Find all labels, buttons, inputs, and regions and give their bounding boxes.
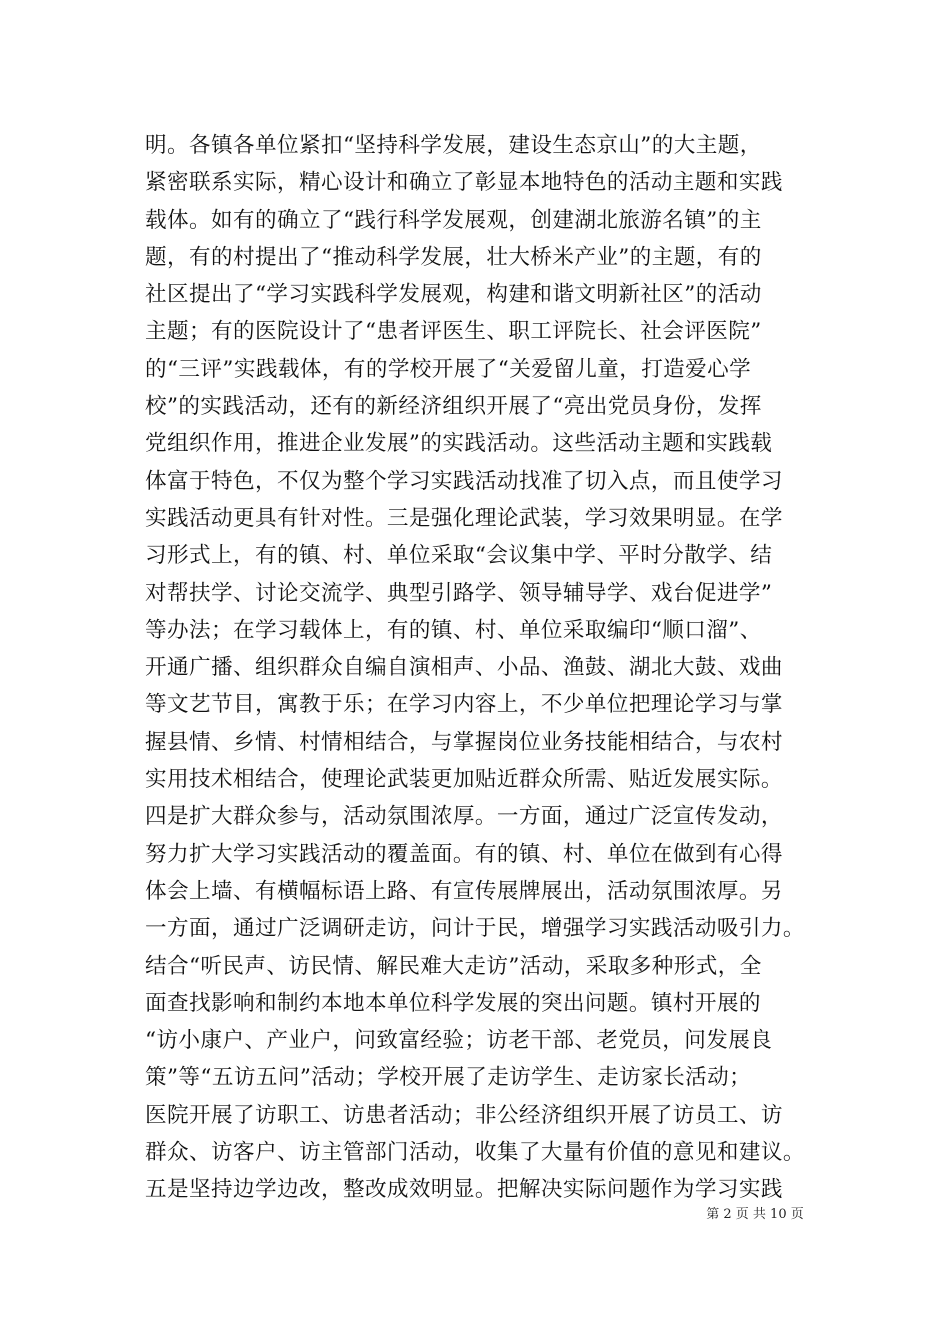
text-line: 策”等“五访五问”活动；学校开展了走访学生、走访家长活动；	[145, 1065, 752, 1091]
text-line: 五是坚持边学边改，整改成效明显。把解决实际问题作为学习实践	[145, 1177, 783, 1203]
text-line: 结合“听民声、访民情、解民难大走访”活动，采取多种形式，全	[145, 953, 762, 979]
text-line: 等办法；在学习载体上，有的镇、村、单位采取编印“顺口溜”、	[145, 617, 762, 643]
text-line: 努力扩大学习实践活动的覆盖面。有的镇、村、单位在做到有心得	[145, 841, 783, 867]
text-line: 面查找影响和制约本地本单位科学发展的突出问题。镇村开展的	[145, 990, 761, 1016]
text-line: 主题；有的医院设计了“患者评医生、职工评院长、社会评医院”	[145, 319, 762, 345]
text-line: 四是扩大群众参与，活动氛围浓厚。一方面，通过广泛宣传发动，	[145, 804, 783, 830]
text-line: 医院开展了访职工、访患者活动；非公经济组织开展了访员工、访	[145, 1102, 783, 1128]
text-line: 校”的实践活动，还有的新经济组织开展了“亮出党员身份，发挥	[145, 394, 762, 420]
text-line: 对帮扶学、讨论交流学、典型引路学、领导辅导学、戏台促进学”	[145, 580, 773, 606]
text-line: 习形式上，有的镇、村、单位采取“会议集中学、平时分散学、结	[145, 543, 773, 569]
text-line: 等文艺节目，寓教于乐；在学习内容上，不少单位把理论学习与掌	[145, 692, 783, 718]
body-text	[145, 127, 815, 1209]
text-line: 一方面，通过广泛调研走访，问计于民，增强学习实践活动吸引力。	[145, 916, 805, 942]
text-line: 明。各镇各单位紧扣“坚持科学发展，建设生态京山”的大主题，	[145, 133, 762, 158]
text-line: 党组织作用，推进企业发展”的实践活动。这些活动主题和实践载	[145, 431, 773, 457]
text-line: 载体。如有的确立了“践行科学发展观，创建湖北旅游名镇”的主	[145, 207, 762, 233]
text-line: 实践活动更具有针对性。三是强化理论武装，学习效果明显。在学	[145, 505, 783, 531]
text-line: “访小康户、产业户，问致富经验；访老干部、老党员，问发展良	[145, 1028, 773, 1054]
text-line: 体富于特色，不仅为整个学习实践活动找准了切入点，而且使学习	[145, 468, 783, 494]
page-number-footer: 第 2 页 共 10 页	[706, 1207, 804, 1222]
text-line: 体会上墙、有横幅标语上路、有宣传展牌展出，活动氛围浓厚。另	[145, 878, 783, 904]
text-line: 紧密联系实际，精心设计和确立了彰显本地特色的活动主题和实践	[145, 170, 783, 196]
text-line: 题，有的村提出了“推动科学发展，壮大桥米产业”的主题，有的	[145, 244, 762, 270]
text-line: 开通广播、组织群众自编自演相声、小品、渔鼓、湖北大鼓、戏曲	[145, 655, 783, 681]
text-line: 社区提出了“学习实践科学发展观，构建和谐文明新社区”的活动	[145, 282, 762, 308]
text-line: 握县情、乡情、村情相结合，与掌握岗位业务技能相结合，与农村	[145, 729, 783, 755]
text-line: 的“三评”实践载体，有的学校开展了“关爱留儿童，打造爱心学	[145, 356, 752, 382]
text-line: 群众、访客户、访主管部门活动，收集了大量有价值的意见和建议。	[145, 1140, 805, 1166]
text-line: 实用技术相结合，使理论武装更加贴近群众所需、贴近发展实际。	[145, 767, 783, 793]
